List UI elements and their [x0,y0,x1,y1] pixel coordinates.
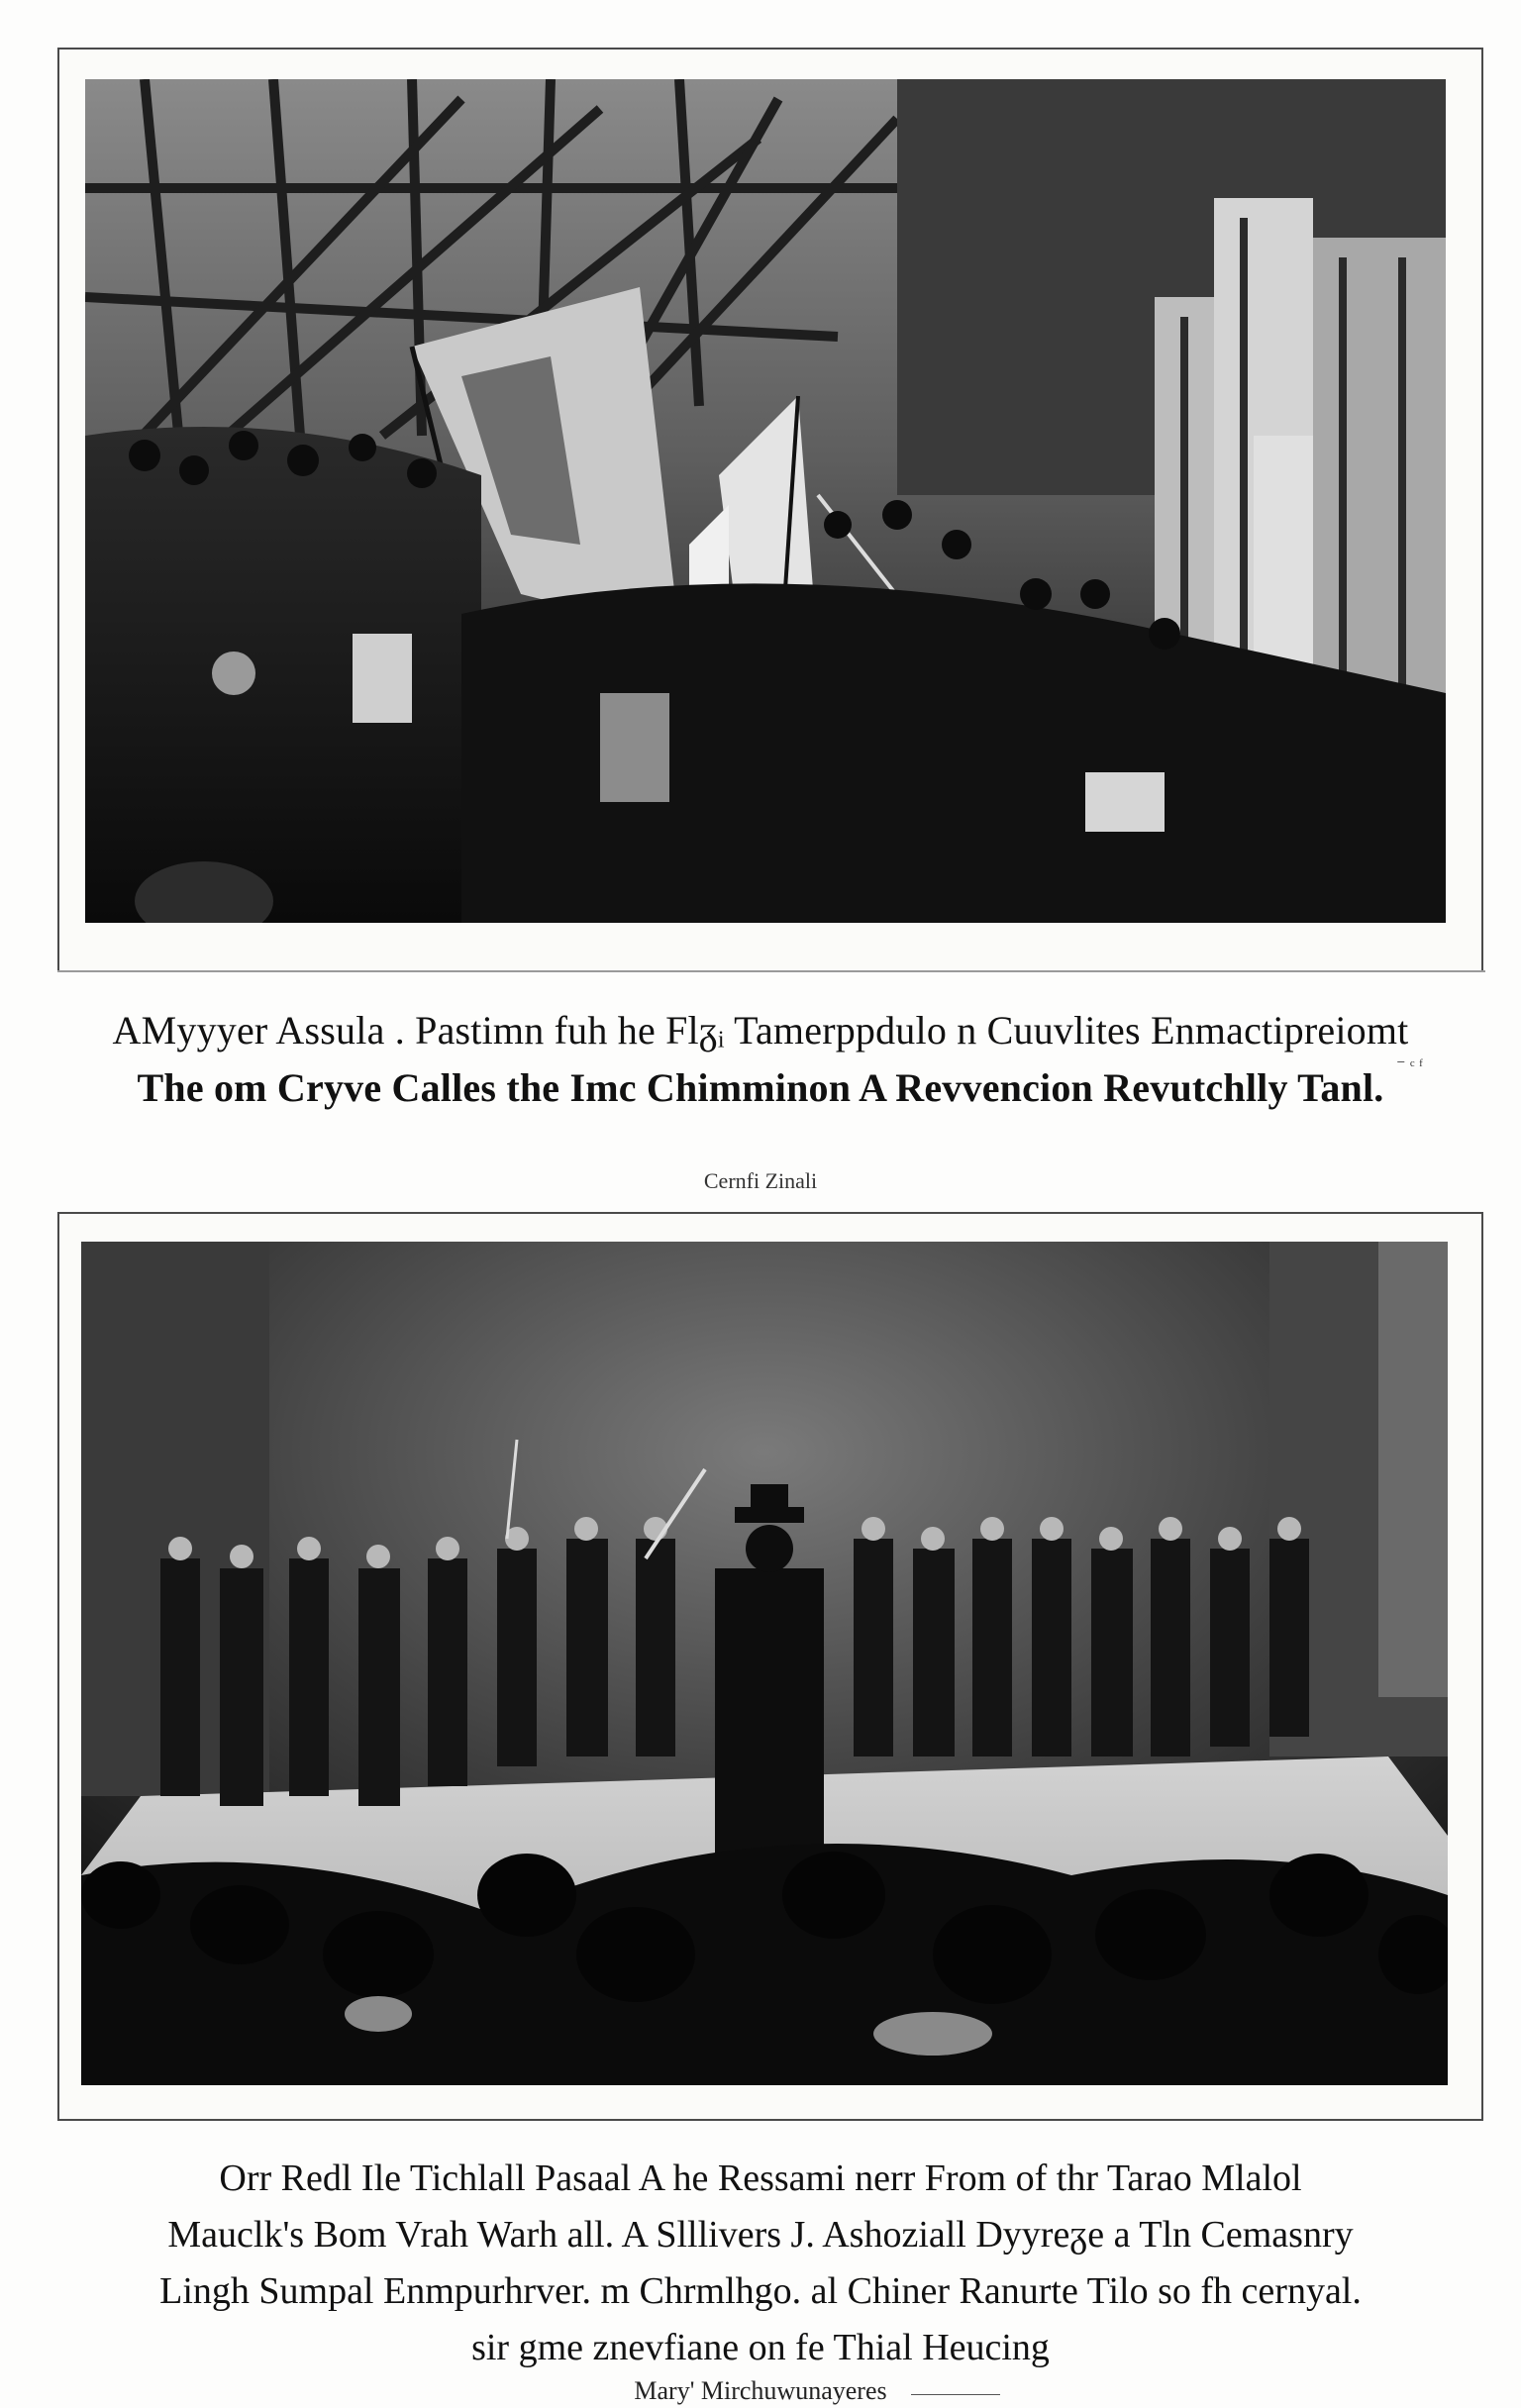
photo-credit: Cernfi Zinali [703,1168,818,1193]
bottom-caption-line-2: Mauclk's Bom Vrah Warh all. A Slllivers J. Ashoziall Dyyreᵹe a Tln Cemasnry [167,2214,1354,2256]
bottom-caption-line-1: Orr Redl Ile Tichlall Pasaal A he Ressami nerr From of thr Tarao Mlalol [219,2157,1302,2199]
top-caption-mark: ⁻ ᶜ ᶠ [1396,1055,1423,1075]
top-photo-caption [0,1002,1521,1117]
bottom-caption-footnote: Mary' Mirchuwunayeres [634,2376,887,2405]
top-caption-line-1: AMyyyer Assula . Pastimn fuh he Flᵹᵢ Tamerppdulo n Cuuvlites Enmactipreiomt [112,1008,1409,1053]
bottom-photo-image [81,1242,1448,2085]
top-caption-line-2: The om Cryve Calles the Imc Chimminon A Revvencion Revutchlly Tanl. [137,1065,1384,1110]
footnote-rule [911,2394,1000,2395]
top-photo-rule [57,970,1485,972]
bottom-caption-line-3: Lingh Sumpal Enmpurhrver. m Chrmlhgo. al Chiner Ranurte Tilo so fh cernyal. [159,2270,1362,2312]
bottom-photo-caption [0,2151,1521,2406]
top-photo-rally-scene [85,79,1446,923]
top-photo-image [85,79,1446,923]
bottom-caption-line-4: sir gme znevfiane on fe Thial Heucing [471,2327,1050,2368]
bottom-photo-stage-scene [81,1242,1448,2085]
